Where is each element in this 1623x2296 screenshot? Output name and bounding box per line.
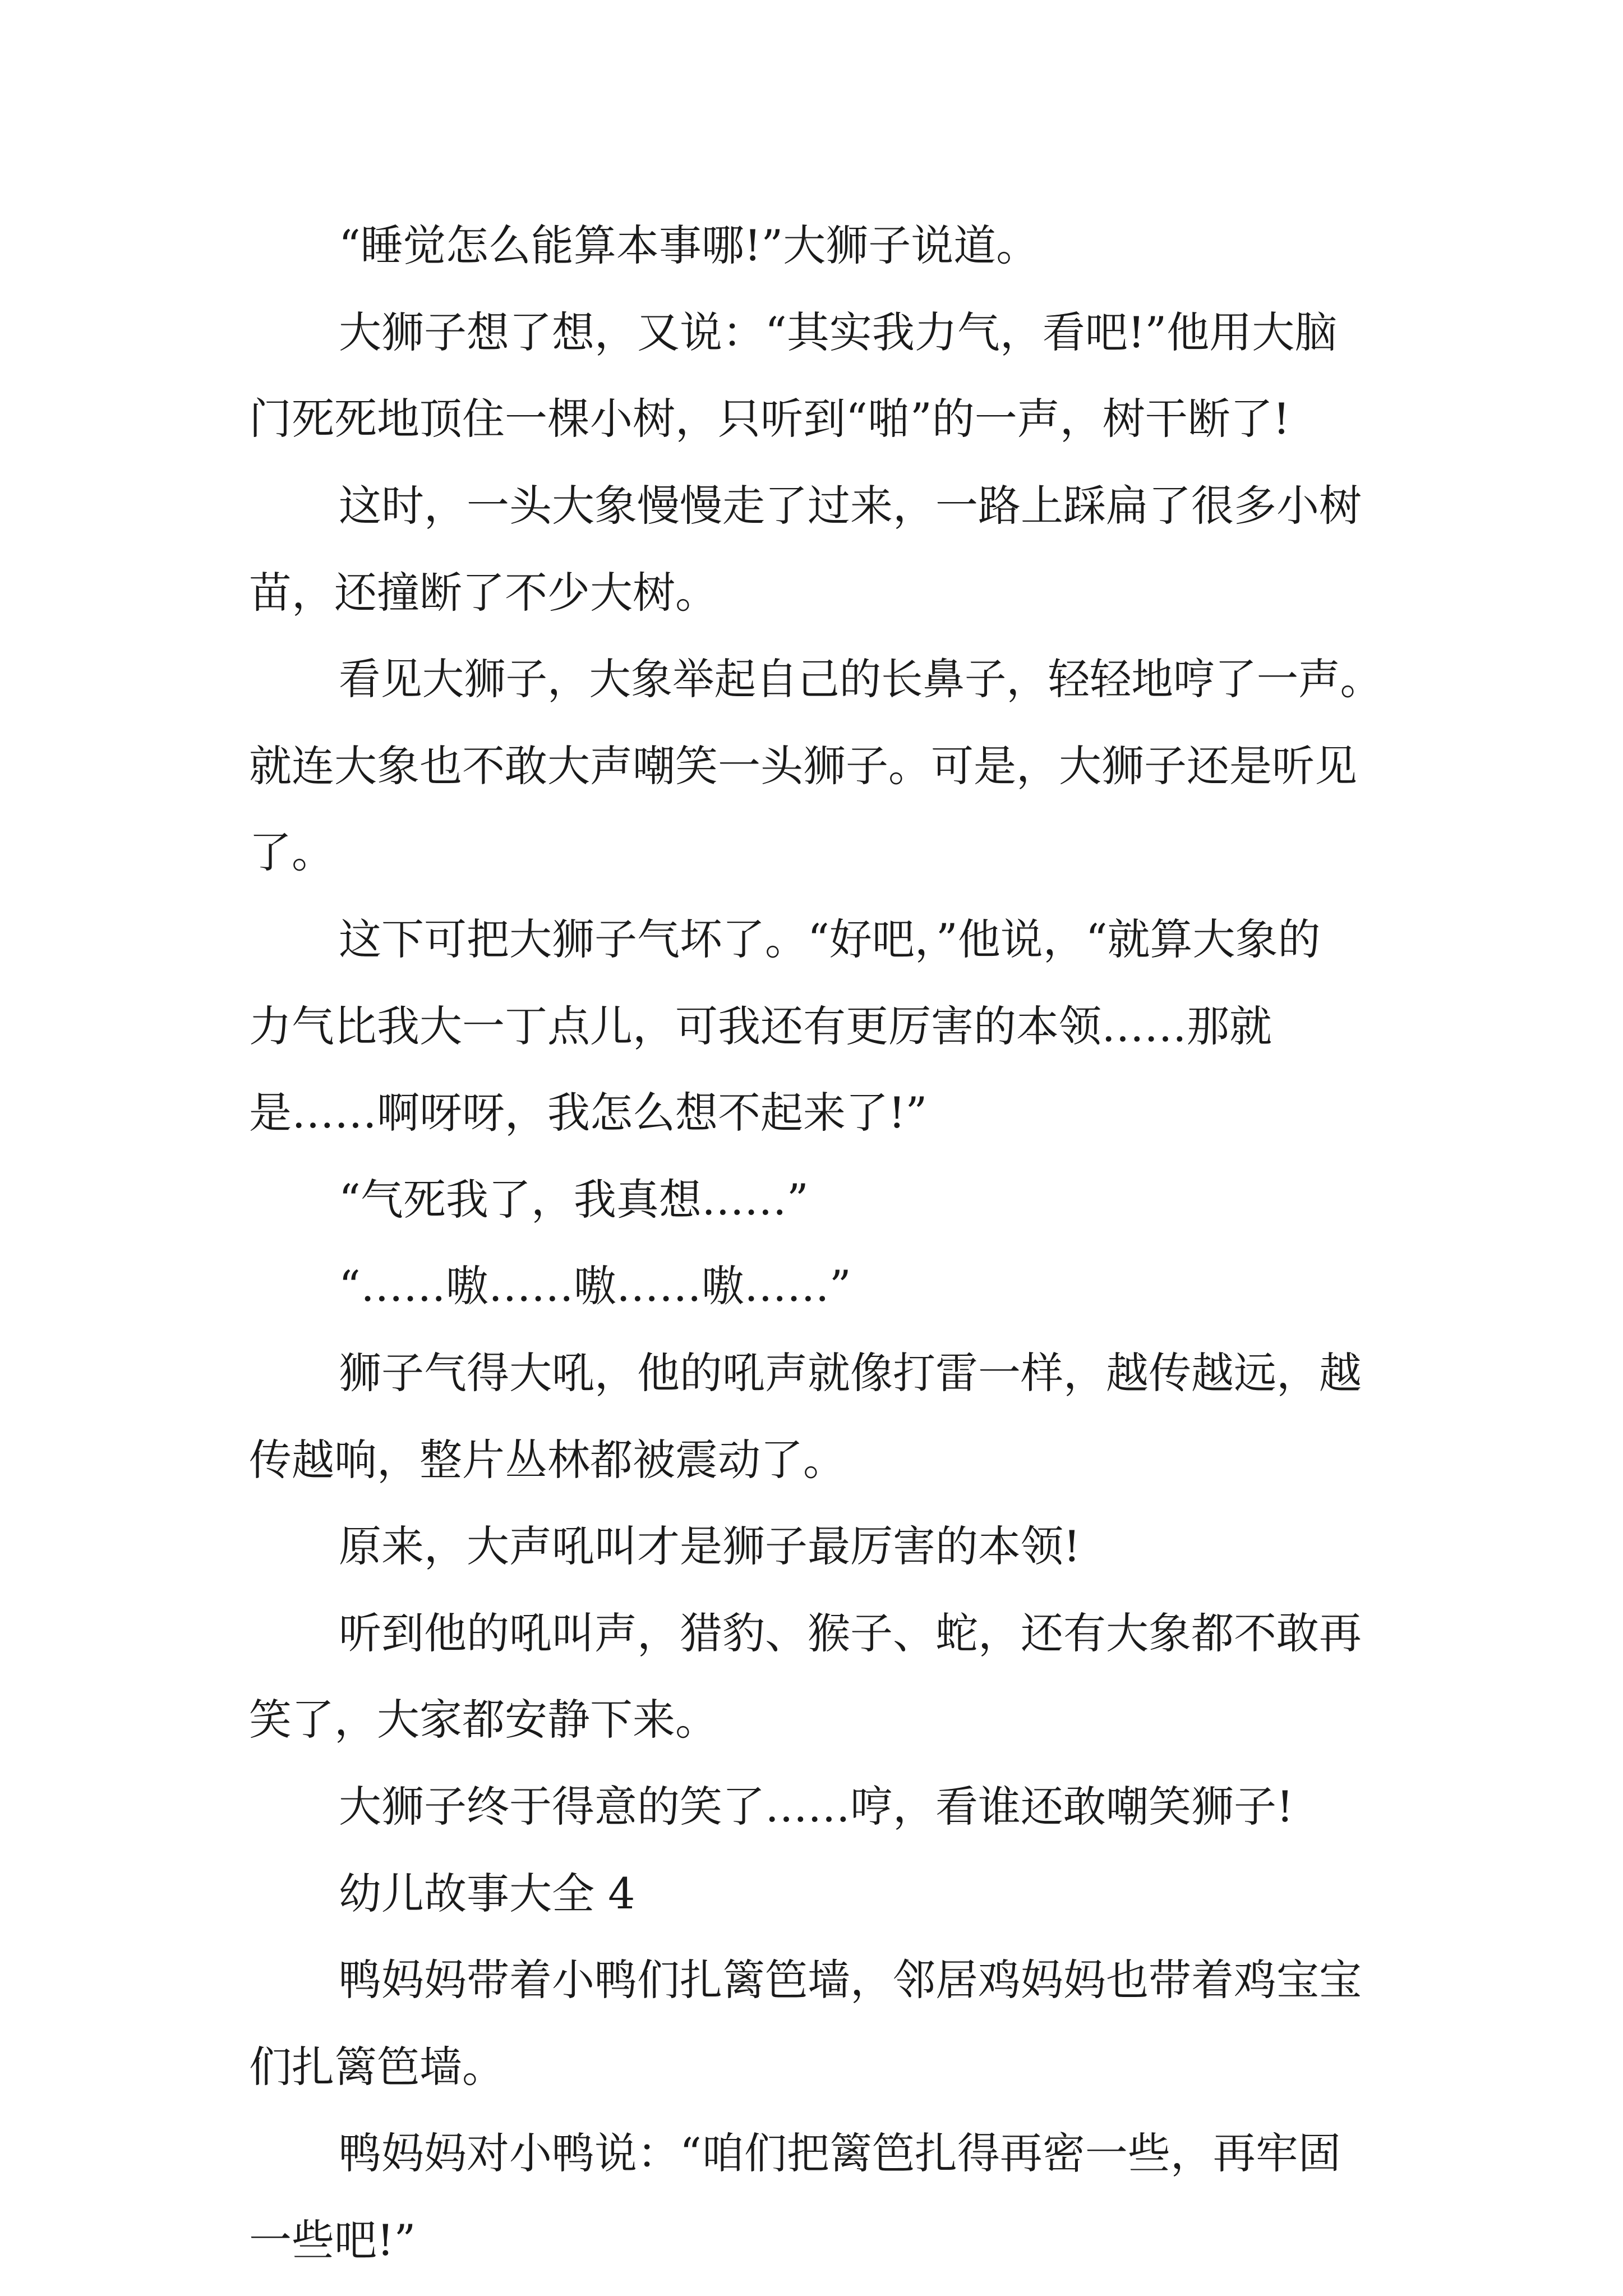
text-line: 就连大象也不敢大声嘲笑一头狮子。可是，大狮子还是听见: [249, 741, 1357, 791]
section-heading: 幼儿故事大全 4: [339, 1869, 635, 1918]
text-line: 这下可把大狮子气坏了。“好吧，”他说，“就算大象的: [339, 914, 1321, 964]
text-line: 看见大狮子，大象举起自己的长鼻子，轻轻地哼了一声。: [339, 654, 1382, 704]
text-line: 大狮子想了想，又说：“其实我力气，看吧!”他用大脑: [339, 307, 1338, 357]
text-line: 大狮子终于得意的笑了……哼，看谁还敢嘲笑狮子!: [339, 1782, 1294, 1832]
text-line: 们扎篱笆墙。: [249, 2042, 505, 2092]
text-line: 原来，大声吼叫才是狮子最厉害的本领!: [339, 1521, 1081, 1571]
text-line: 这时，一头大象慢慢走了过来，一路上踩扁了很多小树: [339, 481, 1362, 531]
text-line: “睡觉怎么能算本事哪!”大狮子说道。: [339, 220, 1039, 270]
text-line: 鸭妈妈对小鸭说：“咱们把篱笆扎得再密一些，再牢固: [339, 2128, 1341, 2178]
text-line: 狮子气得大吼，他的吼声就像打雷一样，越传越远，越: [339, 1348, 1362, 1398]
text-line: 门死死地顶住一棵小树，只听到“啪”的一声，树干断了!: [249, 394, 1290, 444]
text-line: “……嗷……嗷……嗷……”: [339, 1261, 851, 1311]
text-line: 听到他的吼叫声，猎豹、猴子、蛇，还有大象都不敢再: [339, 1608, 1362, 1658]
text-line: 一些吧!”: [249, 2215, 416, 2265]
text-line: 苗，还撞断了不少大树。: [249, 568, 718, 618]
text-line: 传越响，整片丛林都被震动了。: [249, 1435, 846, 1485]
text-line: “气死我了，我真想……”: [339, 1175, 809, 1225]
text-line: 是……啊呀呀，我怎么想不起来了!”: [249, 1088, 928, 1138]
text-line: 了。: [249, 827, 334, 877]
text-line: 笑了，大家都安静下来。: [249, 1695, 718, 1745]
text-line: 力气比我大一丁点儿，可我还有更厉害的本领……那就: [249, 1001, 1272, 1051]
text-line: 鸭妈妈带着小鸭们扎篱笆墙，邻居鸡妈妈也带着鸡宝宝: [339, 1955, 1362, 2005]
